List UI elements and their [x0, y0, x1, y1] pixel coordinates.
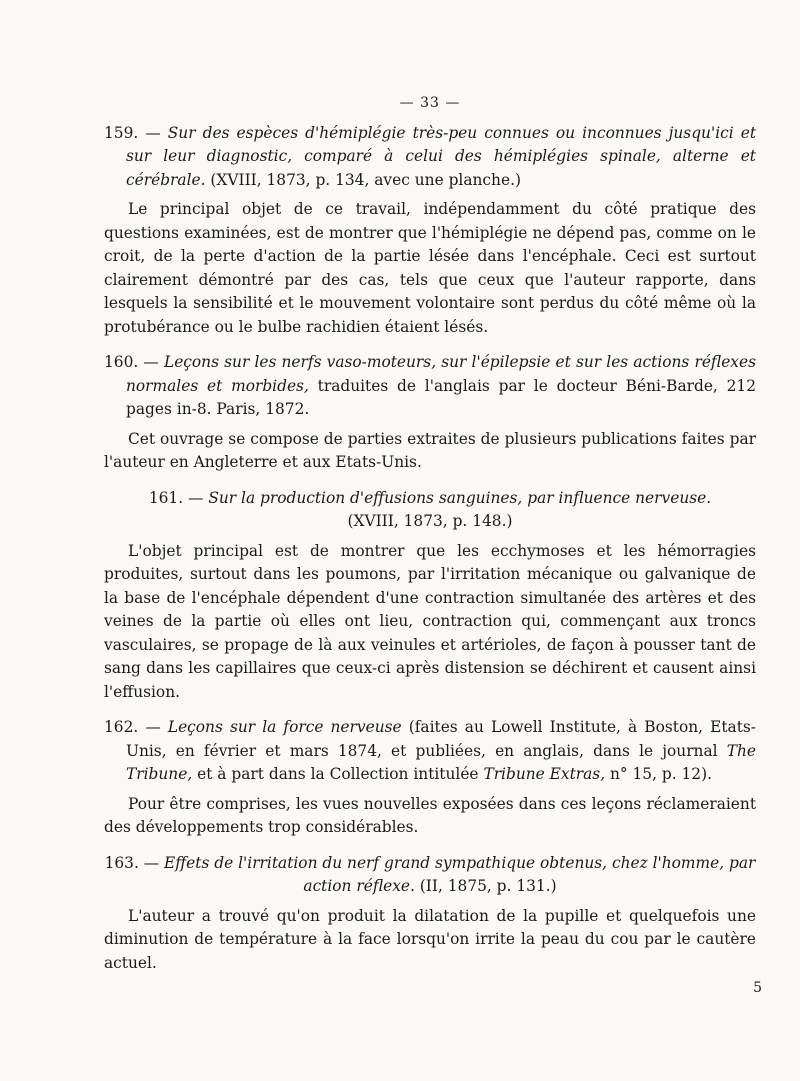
entry-163 — [104, 852, 756, 976]
entry-body: Le principal objet de ce travail, indépendamment du côté pratique des questions examinées, est de montrer que l'hémiplégie ne dépend pas, comme on le croit, de la perte d'action de la partie lésée dans l'encéphale. Ceci est surtout clairement démontré par des cas, tels que ceux que l'auteur rapporte, dans lesquels la sensibilité et le mouvement volontaire sont perdus du côté même où la protubérance ou le bulbe rachidien étaient lésés. — [104, 200, 756, 336]
entry-heading — [104, 852, 756, 899]
entry-reference-part: et à part dans la Collection intitulée — [192, 765, 484, 783]
entry-body: Cet ouvrage se compose de parties extraites de plusieurs publications faites par l'auteur en Angleterre et aux Etats-Unis. — [104, 429, 756, 471]
entry-number: 159. — [104, 123, 139, 142]
journal-name: The Tribune, — [126, 741, 756, 783]
entry-162 — [104, 716, 756, 840]
entry-161 — [104, 487, 756, 705]
page-number: — 33 — — [399, 95, 461, 111]
entry-number: 160. — [104, 353, 139, 371]
entry-body: Pour être comprises, les vues nouvelles exposées dans ces leçons réclameraient des développements trop considérables. — [104, 794, 756, 836]
entry-reference: (XVIII, 1873, p. 134, avec une planche.) — [205, 170, 521, 189]
entry-reference-part: n° 15, p. 12). — [605, 765, 712, 783]
entry-number: 162. — [104, 718, 139, 736]
entry-159 — [104, 122, 756, 340]
entry-dash: — — [138, 353, 164, 371]
entry-reference: (II, 1875, p. 131.) — [414, 877, 557, 895]
entry-dash: — — [183, 488, 209, 507]
entry-title: Sur des espèces d'hémiplégie très-peu connues ou inconnues jusqu'ici et sur leur diagnostic, comparé à celui des hémiplégies spinale, alterne et cérébrale. — [126, 123, 757, 189]
entry-reference: (XVIII, 1873, p. 148.) — [347, 512, 513, 530]
entry-heading — [104, 716, 756, 787]
entry-dash: — — [138, 853, 165, 872]
collection-name: Tribune Extras, — [483, 765, 606, 783]
entry-body: L'auteur a trouvé qu'on produit la dilatation de la pupille et quelquefois une diminution de température à la face lorsqu'on irrite la peau du cou par le cautère actuel. — [104, 906, 756, 972]
entry-160 — [104, 351, 756, 475]
entry-heading — [104, 351, 756, 422]
entry-reference: traduites de l'anglais par le docteur Béni-Barde, 212 pages in-8. Paris, 1872. — [126, 376, 756, 418]
entry-heading — [104, 122, 756, 193]
entry-heading — [104, 487, 756, 511]
entry-number: 161. — [148, 488, 184, 507]
entry-reference-part: (faites au Lowell Institute, à Boston, Etats-Unis, en février et mars 1874, et publiées, en anglais, dans le journal — [126, 718, 756, 760]
entry-title: Sur la production d'effusions sanguines, par influence nerveuse. — [208, 488, 712, 507]
entry-number: 163. — [104, 853, 139, 872]
entry-title: Leçons sur la force nerveuse — [167, 718, 402, 736]
entry-dash: — — [138, 718, 168, 736]
signature-mark: 5 — [753, 980, 762, 996]
entry-title: Leçons sur les nerfs vaso-moteurs, sur l'épilepsie et sur les actions réflexes normales et morbides, — [126, 353, 756, 395]
entry-dash: — — [138, 123, 168, 142]
text-column — [104, 92, 756, 987]
entry-body: L'objet principal est de montrer que les ecchymoses et les hémorragies produites, surtout dans les poumons, par l'irritation mécanique ou galvanique de la base de l'encéphale dépendent d'une contraction simultanée des artères et des veines de la partie où elles ont lieu, contraction qui, commençant aux troncs vasculaires, se propage de là aux veinules et artérioles, de façon à pousser tant de sang dans les capillaires que ceux-ci après distension se déchirent et causent ainsi l'effusion. — [104, 541, 756, 701]
entry-title: Effets de l'irritation du nerf grand sympathique obtenus, chez l'homme, par action réflexe. — [164, 853, 756, 895]
